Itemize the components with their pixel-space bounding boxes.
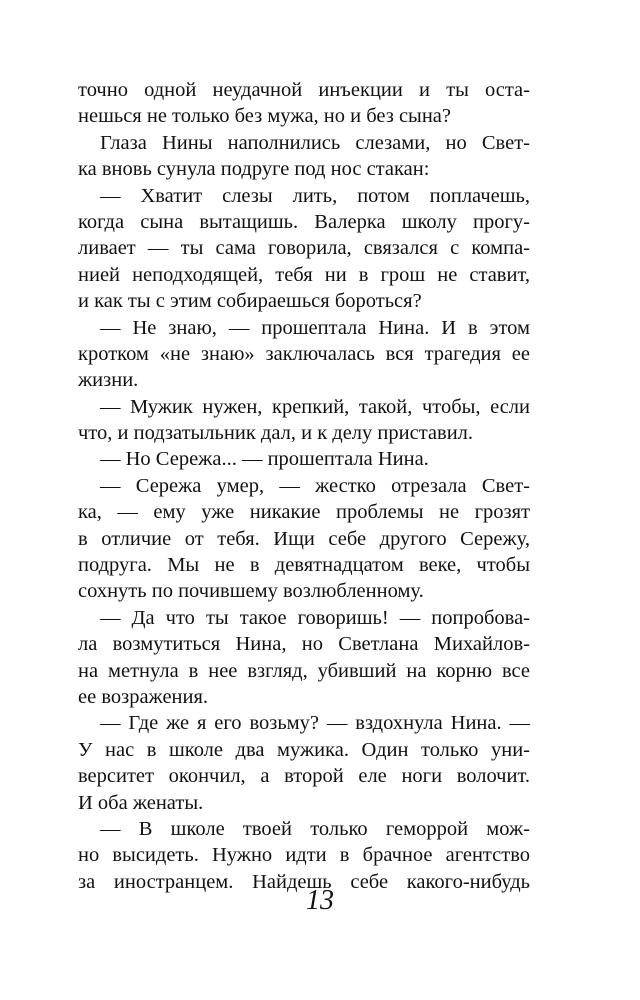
text-line: ла возмутиться Нина, но Светлана Михайлов- [78, 633, 530, 656]
text-line: на метнула в нее взгляд, убивший на корню все [78, 659, 530, 682]
text-line: — В школе твоей только геморрой мож- [100, 817, 530, 840]
text-line: У нас в школе два мужика. Один только уни- [78, 738, 530, 761]
text-line: кротком «не знаю» заключалась вся трагедия ее [78, 342, 530, 365]
text-line: что, и подзатыльник дал, и к делу приставил. [78, 422, 474, 445]
text-line: когда сына вытащишь. Валерка школу прогу- [78, 210, 530, 233]
text-line: Глаза Нины наполнились слезами, но Свет- [100, 131, 530, 154]
text-line: — Не знаю, — прошептала Нина. И в этом [100, 316, 530, 339]
text-line: жизни. [78, 369, 139, 392]
page-number: 13 [306, 885, 334, 916]
text-line: верситет окончил, а второй еле ноги волочит. [78, 765, 530, 788]
text-line: — Хватит слезы лить, потом поплачешь, [100, 184, 530, 207]
text-line: в отличие от тебя. Ищи себе другого Сережу, [78, 527, 530, 550]
text-line: нешься не только без мужа, но и без сына? [78, 105, 452, 128]
text-line: и как ты с этим собираешься бороться? [78, 290, 422, 313]
text-line: за иностранцем. Найдешь себе какого-нибудь [78, 870, 530, 893]
text-line: нией неподходящей, тебя ни в грош не ставит, [78, 263, 530, 286]
text-line: И оба женаты. [78, 791, 204, 814]
text-line: — Да что ты такое говоришь! — попробова- [100, 606, 530, 629]
text-line: точно одной неудачной инъекции и ты оста- [78, 79, 530, 101]
text-line: ка, — ему уже никакие проблемы не грозят [78, 501, 530, 524]
text-line: сохнуть по почившему возлюбленному. [78, 580, 424, 603]
text-line: — Мужик нужен, крепкий, такой, чтобы, если [100, 395, 530, 418]
text-line: но высидеть. Нужно идти в брачное агентство [78, 844, 530, 867]
text-line: — Но Сережа... — прошептала Нина. [100, 448, 429, 471]
text-line: ка вновь сунула подруге под нос стакан: [78, 158, 430, 181]
text-line: — Где же я его возьму? — вздохнула Нина. — [100, 712, 530, 735]
text-line: ее возражения. [78, 685, 209, 708]
text-line: — Сережа умер, — жестко отрезала Свет- [100, 474, 530, 497]
body-text [78, 77, 530, 895]
text-line: подруга. Мы не в девятнадцатом веке, чтобы [78, 554, 530, 577]
text-line: ливает — ты сама говорила, связался с компа- [78, 237, 530, 260]
